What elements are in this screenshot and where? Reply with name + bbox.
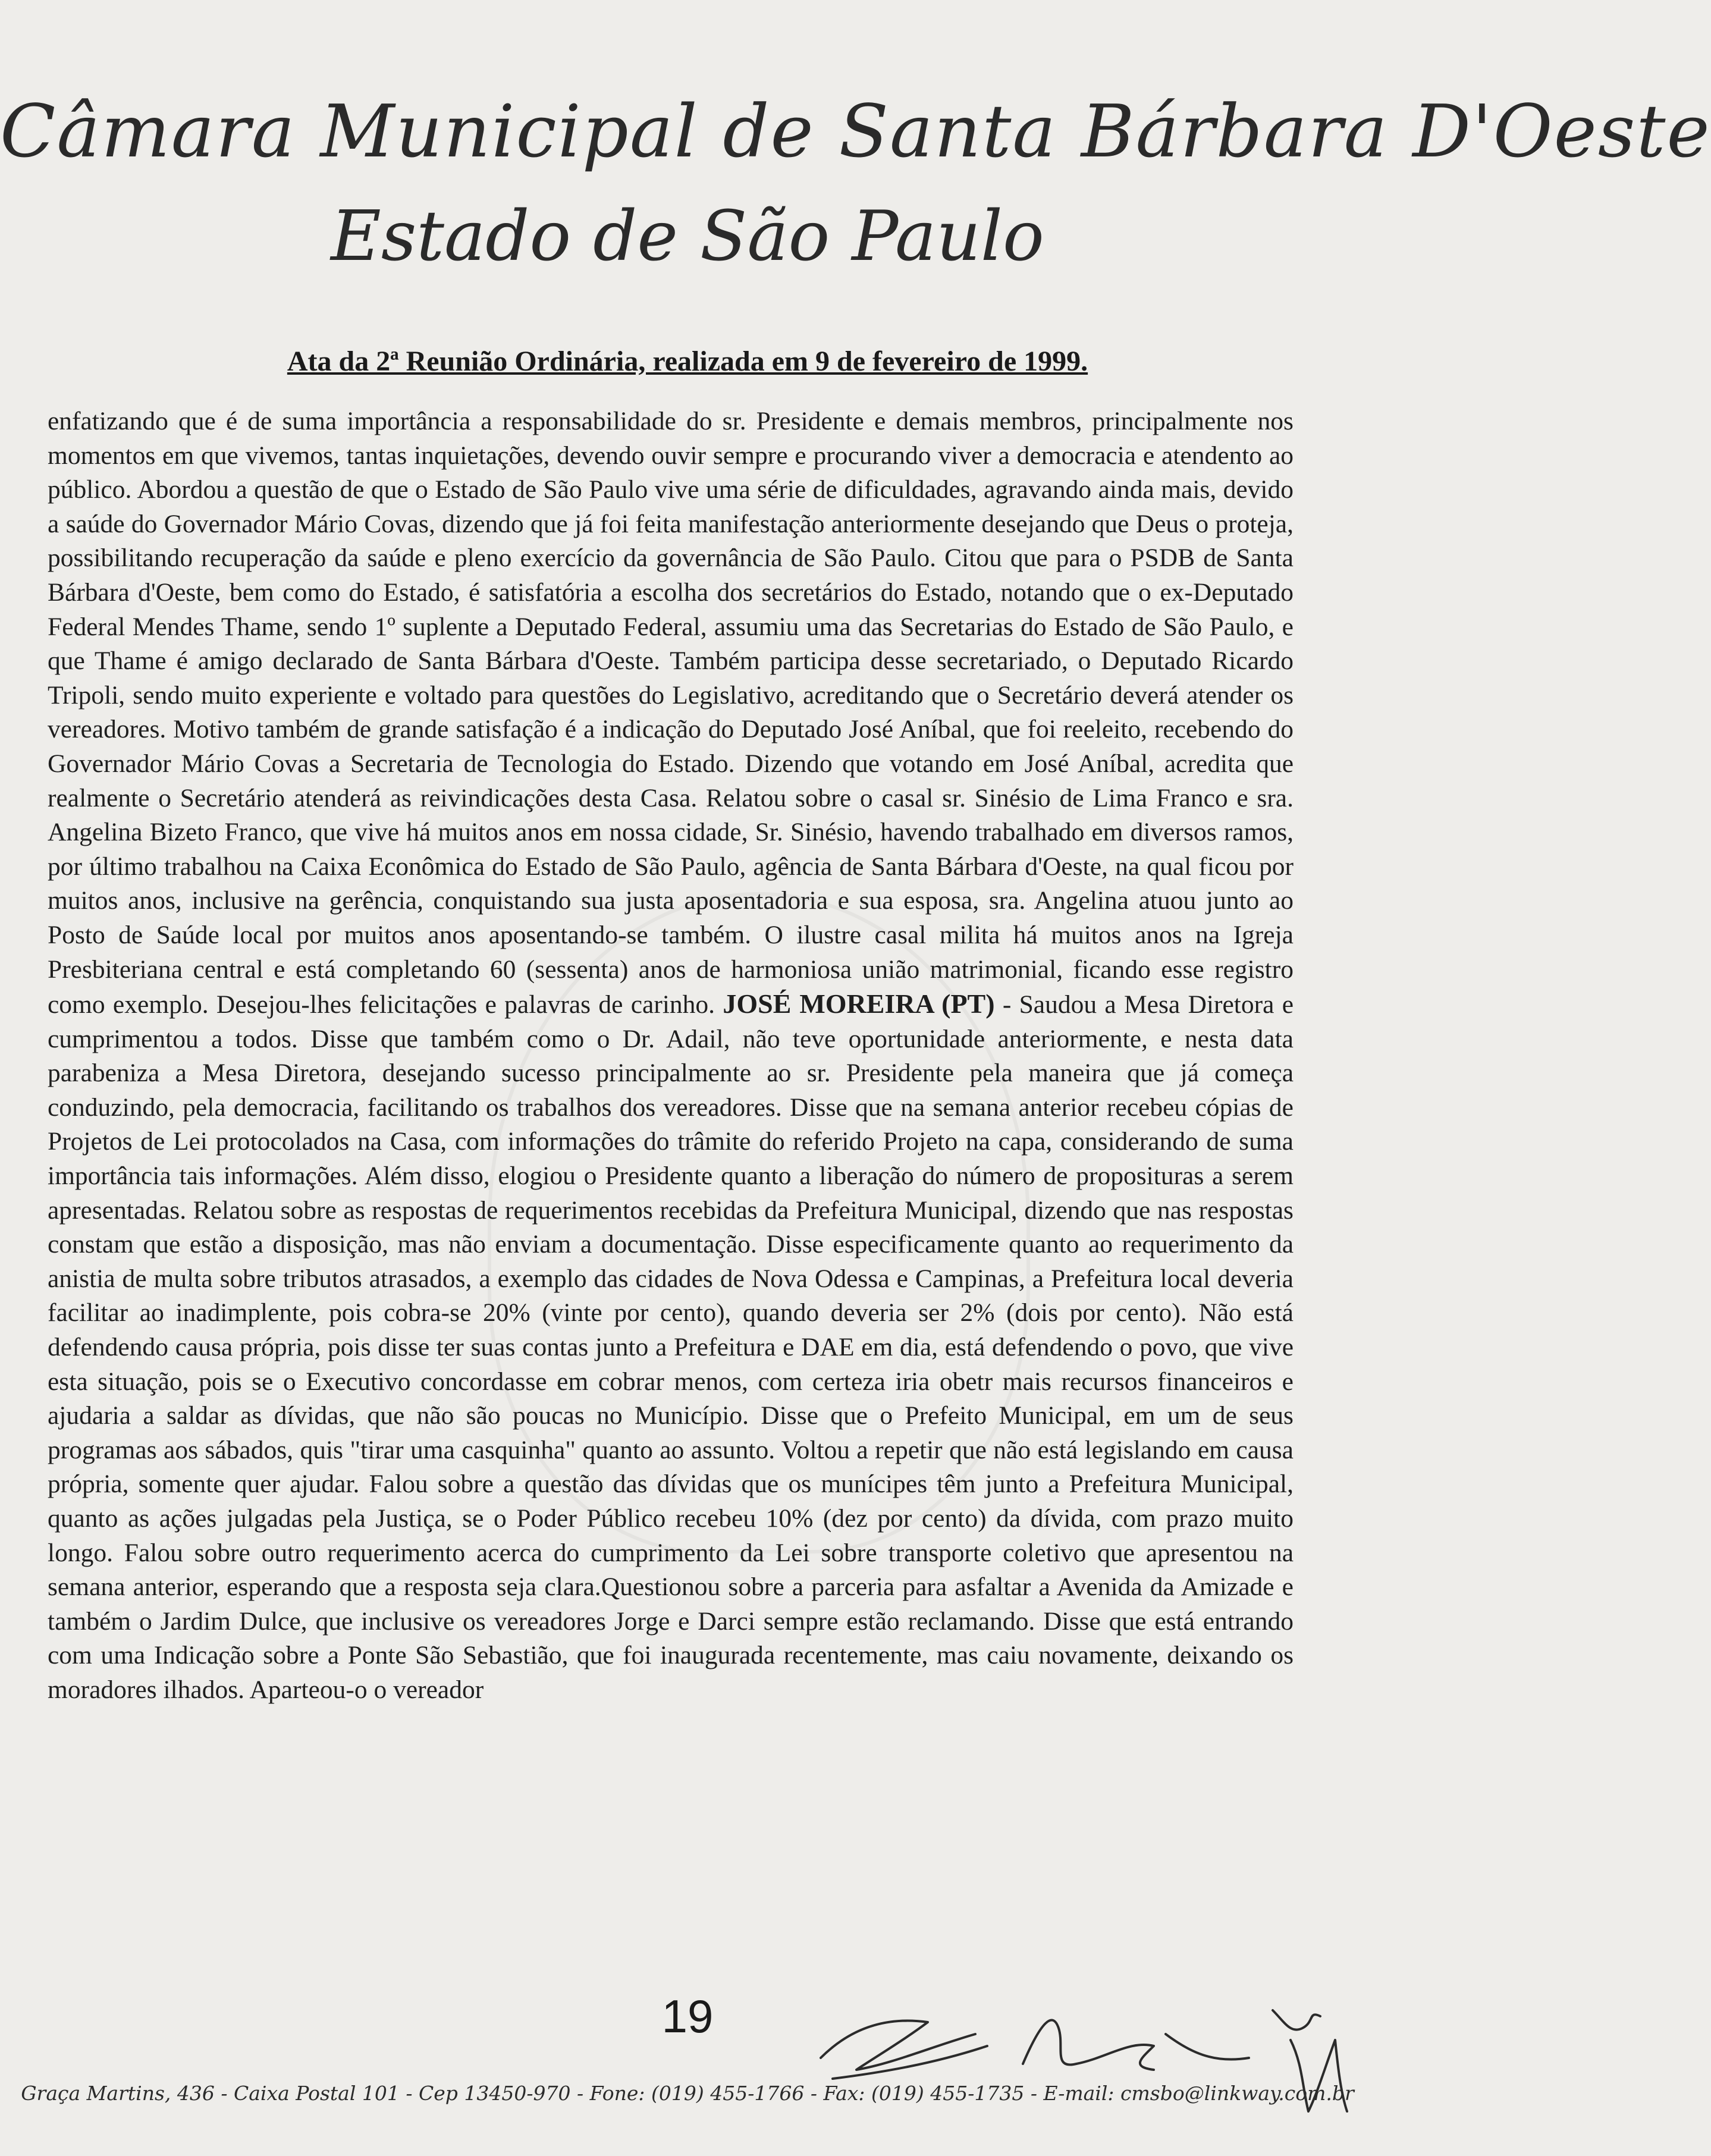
speaker-name: JOSÉ MOREIRA (PT)	[723, 988, 995, 1019]
body-text-part1: enfatizando que é de suma importância a responsabilidade do sr. Presidente e demais membros, principalmente nos momentos em que vivemos, tantas inquietações, devendo ouvir sempre e procurando viver a democracia e atendento ao público. Abordou a questão de que o Estado de São Paulo vive uma série de dificuldades, agravando ainda mais, devido a saúde do Governador Mário Covas, dizendo que já foi feita manifestação anteriormente desejando que Deus o proteja, possibilitando recuperação da saúde e pleno exercício da governância de São Paulo. Citou que para o PSDB de Santa Bárbara d'Oeste, bem como do Estado, é satisfatória a escolha dos secretários do Estado, notando que o ex-Deputado Federal Mendes Thame, sendo 1º suplente a Deputado Federal, assumiu uma das Secretarias do Estado de São Paulo, e que Thame é amigo declarado de Santa Bárbara d'Oeste. Também participa desse secretariado, o Deputado Ricardo Tripoli, sendo muito experiente e voltado para questões do Legislativo, acreditando que o Secretário deverá atender os vereadores. Motivo também de grande satisfação é a indicação do Deputado José Aníbal, que foi reeleito, recebendo do Governador Mário Covas a Secretaria de Tecnologia do Estado. Dizendo que votando em José Aníbal, acredita que realmente o Secretário atenderá as reivindicações desta Casa. Relatou sobre o casal sr. Sinésio de Lima Franco e sra. Angelina Bizeto Franco, que vive há muitos anos em nossa cidade, Sr. Sinésio, havendo trabalhado em diversos ramos, por último trabalhou na Caixa Econômica do Estado de São Paulo, agência de Santa Bárbara d'Oeste, na qual ficou por muitos anos, inclusive na gerência, conquistando sua justa aposentadoria e sua esposa, sra. Angelina atuou junto ao Posto de Saúde local por muitos anos aposentando-se também. O ilustre casal milita há muitos anos na Igreja Presbiteriana central e está completando 60 (sessenta) anos de harmoniosa união matrimonial, ficando esse registro como exemplo. Desejou-lhes felicitações e palavras de carinho.	[48, 407, 1294, 1019]
footer-address: Graça Martins, 436 - Caixa Postal 101 - Cep 13450-970 - Fone: (019) 455-1766 - Fax: (019) 455-1735 - E-mail: cmsbo@linkway.com.br	[21, 2082, 1354, 2105]
minutes-body	[48, 404, 1294, 1708]
chamber-name-header: Câmara Municipal de Santa Bárbara D'Oeste	[0, 89, 1711, 174]
state-name-header: Estado de São Paulo	[331, 196, 1044, 277]
minutes-title: Ata da 2ª Reunião Ordinária, realizada em 9 de fevereiro de 1999.	[287, 346, 1088, 377]
page-number: 19	[661, 1990, 714, 2042]
body-text-part2: - Saudou a Mesa Diretora e cumprimentou a todos. Disse que também como o Dr. Adail, não teve oportunidade anteriormente, e nesta data parabeniza a Mesa Diretora, desejando sucesso principalmente ao sr. Presidente pela maneira que já começa conduzindo, pela democracia, facilitando os trabalhos dos vereadores. Disse que na semana anterior recebeu cópias de Projetos de Lei protocolados na Casa, com informações do trâmite do referido Projeto na capa, considerando de suma importância tais informações. Além disso, elogiou o Presidente quanto a liberação do número de proposituras a serem apresentadas. Relatou sobre as respostas de requerimentos recebidas da Prefeitura Municipal, dizendo que nas respostas constam que estão a disposição, mas não enviam a documentação. Disse especificamente quanto ao requerimento da anistia de multa sobre tributos atrasados, a exemplo das cidades de Nova Odessa e Campinas, a Prefeitura local deveria facilitar ao inadimplente, pois cobra-se 20% (vinte por cento), quando deveria ser 2% (dois por cento). Não está defendendo causa própria, pois disse ter suas contas junto a Prefeitura e DAE em dia, está defendendo o povo, que vive esta situação, pois se o Executivo concordasse em cobrar menos, com certeza iria obetr mais recursos financeiros e ajudaria a saldar as dívidas, que não são poucas no Município. Disse que o Prefeito Municipal, em um de seus programas aos sábados, quis "tirar uma casquinha" quanto ao assunto. Voltou a repetir que não está legislando em causa própria, somente quer ajudar. Falou sobre a questão das dívidas que os munícipes têm junto a Prefeitura Municipal, quanto as ações julgadas pela Justiça, se o Poder Público recebeu 10% (dez por cento) da dívida, com prazo muito longo. Falou sobre outro requerimento acerca do cumprimento da Lei sobre transporte coletivo que apresentou na semana anterior, esperando que a resposta seja clara.Questionou sobre a parceria para asfaltar a Avenida da Amizade e também o Jardim Dulce, que inclusive os vereadores Jorge e Darci sempre estão reclamando. Disse que está entrando com uma Indicação sobre a Ponte São Sebastião, que foi inaugurada recentemente, mas caiu novamente, deixando os moradores ilhados. Aparteou-o o vereador	[48, 990, 1294, 1704]
